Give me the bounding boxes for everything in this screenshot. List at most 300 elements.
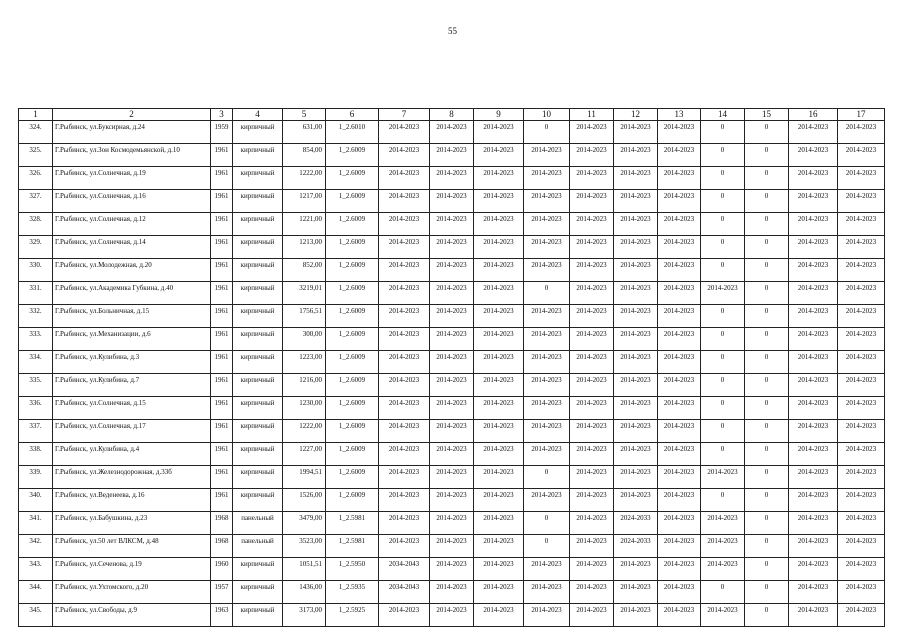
table-row: [19, 604, 885, 627]
cell-address: Г.Рыбинск, ул.Молодежная, д.20: [53, 259, 211, 282]
cell-row-number: 332.: [19, 305, 53, 328]
cell-col-13: 2014-2023: [658, 581, 701, 604]
cell-col-13: 2014-2023: [658, 397, 701, 420]
cell-col-12: 2014-2023: [614, 397, 658, 420]
cell-col-9: 2014-2023: [474, 190, 524, 213]
cell-col-10: 0: [524, 535, 570, 558]
cell-col-11: 2014-2023: [570, 121, 614, 144]
cell-build-year: 1961: [211, 328, 233, 351]
cell-col-14: 0: [701, 144, 745, 167]
cell-col-16: 2014-2023: [789, 328, 838, 351]
cell-wall-material: кирпичный: [233, 558, 283, 581]
cell-col-8: 2014-2023: [430, 489, 474, 512]
cell-col-9: 2014-2023: [474, 167, 524, 190]
housing-registry-table: [18, 108, 885, 627]
cell-code: 1_2.5950: [326, 558, 379, 581]
cell-area: 1227,00: [283, 443, 326, 466]
cell-row-number: 338.: [19, 443, 53, 466]
cell-col-14: 2014-2023: [701, 512, 745, 535]
cell-address: Г.Рыбинск, ул.Солнечная, д.19: [53, 167, 211, 190]
cell-col-12: 2014-2023: [614, 213, 658, 236]
cell-build-year: 1961: [211, 213, 233, 236]
table-row: [19, 489, 885, 512]
cell-col-9: 2014-2023: [474, 466, 524, 489]
cell-col-9: 2014-2023: [474, 443, 524, 466]
cell-col-15: 0: [745, 489, 789, 512]
cell-address: Г.Рыбинск, ул.Сеченова, д.19: [53, 558, 211, 581]
cell-col-11: 2014-2023: [570, 558, 614, 581]
cell-build-year: 1959: [211, 121, 233, 144]
cell-address: Г.Рыбинск, ул.Ухтомского, д.20: [53, 581, 211, 604]
cell-col-11: 2014-2023: [570, 213, 614, 236]
cell-row-number: 342.: [19, 535, 53, 558]
cell-col-17: 2014-2023: [838, 581, 885, 604]
column-header: 3: [211, 109, 233, 121]
cell-col-8: 2014-2023: [430, 213, 474, 236]
cell-col-10: 2014-2023: [524, 443, 570, 466]
cell-col-10: 2014-2023: [524, 581, 570, 604]
cell-build-year: 1961: [211, 305, 233, 328]
cell-col-14: 2014-2023: [701, 466, 745, 489]
column-header: 8: [430, 109, 474, 121]
cell-col-14: 0: [701, 259, 745, 282]
cell-area: 1051,51: [283, 558, 326, 581]
cell-col-16: 2014-2023: [789, 443, 838, 466]
cell-col-8: 2014-2023: [430, 121, 474, 144]
cell-col-12: 2014-2023: [614, 282, 658, 305]
cell-col-16: 2014-2023: [789, 305, 838, 328]
cell-area: 1221,00: [283, 213, 326, 236]
cell-area: 1994,51: [283, 466, 326, 489]
cell-address: Г.Рыбинск, ул.Солнечная, д.12: [53, 213, 211, 236]
cell-col-14: 0: [701, 489, 745, 512]
cell-col-7: 2014-2023: [379, 443, 430, 466]
cell-col-11: 2014-2023: [570, 282, 614, 305]
cell-address: Г.Рыбинск, ул.Механизации, д.6: [53, 328, 211, 351]
column-header: 1: [19, 109, 53, 121]
cell-area: 3173,00: [283, 604, 326, 627]
cell-build-year: 1968: [211, 535, 233, 558]
cell-col-17: 2014-2023: [838, 282, 885, 305]
cell-area: 1230,00: [283, 397, 326, 420]
cell-build-year: 1961: [211, 259, 233, 282]
cell-col-7: 2014-2023: [379, 466, 430, 489]
cell-address: Г.Рыбинск, ул.Академика Губкина, д.40: [53, 282, 211, 305]
cell-col-8: 2014-2023: [430, 328, 474, 351]
cell-col-15: 0: [745, 466, 789, 489]
column-header: 10: [524, 109, 570, 121]
table-body: [19, 121, 885, 627]
cell-col-8: 2014-2023: [430, 581, 474, 604]
cell-col-12: 2014-2023: [614, 305, 658, 328]
cell-code: 1_2.6009: [326, 190, 379, 213]
cell-build-year: 1961: [211, 190, 233, 213]
cell-col-9: 2014-2023: [474, 259, 524, 282]
cell-col-16: 2014-2023: [789, 558, 838, 581]
cell-col-17: 2014-2023: [838, 489, 885, 512]
cell-row-number: 334.: [19, 351, 53, 374]
cell-wall-material: панельный: [233, 535, 283, 558]
cell-col-13: 2014-2023: [658, 259, 701, 282]
cell-code: 1_2.6009: [326, 305, 379, 328]
cell-col-11: 2014-2023: [570, 167, 614, 190]
cell-row-number: 324.: [19, 121, 53, 144]
table-row: [19, 328, 885, 351]
cell-code: 1_2.6009: [326, 466, 379, 489]
cell-area: 1223,00: [283, 351, 326, 374]
cell-col-7: 2014-2023: [379, 328, 430, 351]
cell-row-number: 328.: [19, 213, 53, 236]
cell-col-11: 2014-2023: [570, 420, 614, 443]
cell-row-number: 325.: [19, 144, 53, 167]
cell-col-13: 2014-2023: [658, 213, 701, 236]
cell-code: 1_2.6009: [326, 420, 379, 443]
cell-col-12: 2014-2023: [614, 374, 658, 397]
cell-col-16: 2014-2023: [789, 535, 838, 558]
cell-col-15: 0: [745, 213, 789, 236]
cell-col-14: 2014-2023: [701, 604, 745, 627]
cell-build-year: 1961: [211, 374, 233, 397]
cell-area: 1222,00: [283, 420, 326, 443]
cell-code: 1_2.6009: [326, 374, 379, 397]
cell-col-10: 2014-2023: [524, 397, 570, 420]
cell-col-9: 2014-2023: [474, 351, 524, 374]
cell-address: Г.Рыбинск, ул.50 лет ВЛКСМ, д.48: [53, 535, 211, 558]
cell-col-13: 2014-2023: [658, 305, 701, 328]
cell-wall-material: кирпичный: [233, 581, 283, 604]
table-row: [19, 144, 885, 167]
cell-col-11: 2014-2023: [570, 190, 614, 213]
cell-row-number: 343.: [19, 558, 53, 581]
cell-col-10: 0: [524, 121, 570, 144]
cell-wall-material: кирпичный: [233, 121, 283, 144]
column-header: 4: [233, 109, 283, 121]
cell-col-16: 2014-2023: [789, 512, 838, 535]
column-header: 12: [614, 109, 658, 121]
cell-col-9: 2014-2023: [474, 305, 524, 328]
cell-col-17: 2014-2023: [838, 397, 885, 420]
cell-col-8: 2014-2023: [430, 305, 474, 328]
cell-col-7: 2034-2043: [379, 581, 430, 604]
cell-col-12: 2014-2023: [614, 144, 658, 167]
cell-col-15: 0: [745, 374, 789, 397]
cell-row-number: 344.: [19, 581, 53, 604]
cell-col-16: 2014-2023: [789, 466, 838, 489]
cell-area: 1756,51: [283, 305, 326, 328]
cell-row-number: 340.: [19, 489, 53, 512]
cell-col-12: 2014-2023: [614, 236, 658, 259]
table-row: [19, 121, 885, 144]
cell-address: Г.Рыбинск, ул.Железнодорожная, д.33б: [53, 466, 211, 489]
cell-code: 1_2.6009: [326, 489, 379, 512]
cell-area: 1436,00: [283, 581, 326, 604]
cell-area: 3523,00: [283, 535, 326, 558]
cell-col-14: 0: [701, 121, 745, 144]
cell-col-13: 2014-2023: [658, 144, 701, 167]
cell-col-14: 0: [701, 328, 745, 351]
cell-col-13: 2014-2023: [658, 282, 701, 305]
cell-col-14: 0: [701, 167, 745, 190]
cell-wall-material: кирпичный: [233, 397, 283, 420]
cell-col-7: 2034-2043: [379, 558, 430, 581]
column-header: 17: [838, 109, 885, 121]
cell-build-year: 1961: [211, 167, 233, 190]
cell-wall-material: кирпичный: [233, 282, 283, 305]
cell-col-7: 2014-2023: [379, 282, 430, 305]
cell-col-17: 2014-2023: [838, 328, 885, 351]
cell-code: 1_2.5935: [326, 581, 379, 604]
table-row: [19, 581, 885, 604]
cell-address: Г.Рыбинск, ул.Зои Космодемьянской, д.10: [53, 144, 211, 167]
cell-col-17: 2014-2023: [838, 121, 885, 144]
cell-col-10: 0: [524, 512, 570, 535]
table-row: [19, 190, 885, 213]
cell-col-14: 0: [701, 443, 745, 466]
cell-col-17: 2014-2023: [838, 144, 885, 167]
cell-col-13: 2014-2023: [658, 489, 701, 512]
cell-area: 852,00: [283, 259, 326, 282]
cell-col-13: 2014-2023: [658, 558, 701, 581]
cell-col-17: 2014-2023: [838, 420, 885, 443]
cell-area: 1216,00: [283, 374, 326, 397]
cell-address: Г.Рыбинск, ул.Кулибина, д.4: [53, 443, 211, 466]
cell-col-17: 2014-2023: [838, 443, 885, 466]
cell-wall-material: кирпичный: [233, 374, 283, 397]
cell-build-year: 1961: [211, 420, 233, 443]
cell-col-11: 2014-2023: [570, 328, 614, 351]
cell-wall-material: кирпичный: [233, 213, 283, 236]
cell-col-13: 2014-2023: [658, 535, 701, 558]
cell-col-15: 0: [745, 144, 789, 167]
cell-col-14: 0: [701, 581, 745, 604]
cell-col-7: 2014-2023: [379, 512, 430, 535]
cell-col-11: 2014-2023: [570, 374, 614, 397]
cell-col-14: 0: [701, 420, 745, 443]
cell-col-15: 0: [745, 512, 789, 535]
cell-area: 1222,00: [283, 167, 326, 190]
cell-col-9: 2014-2023: [474, 236, 524, 259]
cell-col-14: 0: [701, 305, 745, 328]
cell-col-7: 2014-2023: [379, 374, 430, 397]
cell-col-16: 2014-2023: [789, 489, 838, 512]
cell-code: 1_2.6009: [326, 236, 379, 259]
table-row: [19, 213, 885, 236]
cell-col-10: 2014-2023: [524, 144, 570, 167]
cell-address: Г.Рыбинск, ул.Солнечная, д.14: [53, 236, 211, 259]
cell-col-15: 0: [745, 236, 789, 259]
table-row: [19, 466, 885, 489]
cell-col-13: 2014-2023: [658, 351, 701, 374]
cell-col-17: 2014-2023: [838, 466, 885, 489]
cell-wall-material: кирпичный: [233, 190, 283, 213]
cell-col-10: 2014-2023: [524, 305, 570, 328]
cell-col-7: 2014-2023: [379, 305, 430, 328]
column-header: 7: [379, 109, 430, 121]
cell-col-10: 2014-2023: [524, 167, 570, 190]
cell-col-17: 2014-2023: [838, 512, 885, 535]
cell-col-12: 2014-2023: [614, 558, 658, 581]
cell-col-10: 2014-2023: [524, 236, 570, 259]
cell-col-7: 2014-2023: [379, 351, 430, 374]
cell-col-8: 2014-2023: [430, 351, 474, 374]
cell-col-9: 2014-2023: [474, 558, 524, 581]
cell-col-9: 2014-2023: [474, 535, 524, 558]
cell-col-12: 2014-2023: [614, 489, 658, 512]
cell-col-15: 0: [745, 305, 789, 328]
cell-address: Г.Рыбинск, ул.Свободы, д.9: [53, 604, 211, 627]
cell-col-16: 2014-2023: [789, 581, 838, 604]
cell-address: Г.Рыбинск, ул.Солнечная, д.15: [53, 397, 211, 420]
cell-col-7: 2014-2023: [379, 144, 430, 167]
cell-col-9: 2014-2023: [474, 604, 524, 627]
cell-col-8: 2014-2023: [430, 466, 474, 489]
cell-col-7: 2014-2023: [379, 259, 430, 282]
cell-col-8: 2014-2023: [430, 535, 474, 558]
cell-col-10: 2014-2023: [524, 190, 570, 213]
cell-col-12: 2014-2023: [614, 581, 658, 604]
cell-col-17: 2014-2023: [838, 236, 885, 259]
cell-col-8: 2014-2023: [430, 144, 474, 167]
cell-col-14: 0: [701, 397, 745, 420]
cell-build-year: 1961: [211, 236, 233, 259]
cell-area: 1217,00: [283, 190, 326, 213]
cell-col-13: 2014-2023: [658, 190, 701, 213]
cell-address: Г.Рыбинск, ул.Буксирная, д.24: [53, 121, 211, 144]
cell-col-9: 2014-2023: [474, 397, 524, 420]
cell-area: 3479,00: [283, 512, 326, 535]
cell-col-16: 2014-2023: [789, 236, 838, 259]
cell-col-17: 2014-2023: [838, 535, 885, 558]
cell-col-15: 0: [745, 535, 789, 558]
cell-col-11: 2014-2023: [570, 351, 614, 374]
column-header: 15: [745, 109, 789, 121]
cell-build-year: 1961: [211, 144, 233, 167]
cell-row-number: 341.: [19, 512, 53, 535]
cell-col-16: 2014-2023: [789, 144, 838, 167]
cell-area: 631,00: [283, 121, 326, 144]
cell-col-16: 2014-2023: [789, 190, 838, 213]
cell-col-17: 2014-2023: [838, 305, 885, 328]
cell-col-14: 0: [701, 190, 745, 213]
table-row: [19, 558, 885, 581]
cell-col-8: 2014-2023: [430, 282, 474, 305]
cell-code: 1_2.5925: [326, 604, 379, 627]
cell-code: 1_2.6009: [326, 443, 379, 466]
cell-col-11: 2014-2023: [570, 581, 614, 604]
cell-col-11: 2014-2023: [570, 443, 614, 466]
cell-col-15: 0: [745, 282, 789, 305]
cell-col-13: 2014-2023: [658, 466, 701, 489]
cell-code: 1_2.5981: [326, 512, 379, 535]
cell-address: Г.Рыбинск, ул.Веденеева, д.16: [53, 489, 211, 512]
cell-col-7: 2014-2023: [379, 236, 430, 259]
cell-col-16: 2014-2023: [789, 167, 838, 190]
cell-col-8: 2014-2023: [430, 512, 474, 535]
cell-col-11: 2014-2023: [570, 236, 614, 259]
cell-col-16: 2014-2023: [789, 351, 838, 374]
cell-col-10: 2014-2023: [524, 489, 570, 512]
cell-wall-material: кирпичный: [233, 489, 283, 512]
cell-wall-material: кирпичный: [233, 236, 283, 259]
cell-build-year: 1961: [211, 443, 233, 466]
cell-col-9: 2014-2023: [474, 328, 524, 351]
cell-wall-material: кирпичный: [233, 351, 283, 374]
cell-col-8: 2014-2023: [430, 443, 474, 466]
column-header: 11: [570, 109, 614, 121]
cell-wall-material: кирпичный: [233, 305, 283, 328]
cell-col-14: 0: [701, 374, 745, 397]
cell-code: 1_2.6009: [326, 259, 379, 282]
cell-row-number: 330.: [19, 259, 53, 282]
cell-col-13: 2014-2023: [658, 512, 701, 535]
cell-col-10: 2014-2023: [524, 328, 570, 351]
cell-col-11: 2014-2023: [570, 512, 614, 535]
cell-col-9: 2014-2023: [474, 489, 524, 512]
cell-col-7: 2014-2023: [379, 420, 430, 443]
table-row: [19, 282, 885, 305]
cell-row-number: 336.: [19, 397, 53, 420]
cell-col-13: 2014-2023: [658, 167, 701, 190]
cell-build-year: 1968: [211, 512, 233, 535]
cell-col-8: 2014-2023: [430, 259, 474, 282]
cell-col-11: 2014-2023: [570, 305, 614, 328]
table-row: [19, 420, 885, 443]
cell-code: 1_2.6009: [326, 282, 379, 305]
cell-col-17: 2014-2023: [838, 213, 885, 236]
cell-wall-material: кирпичный: [233, 144, 283, 167]
cell-col-8: 2014-2023: [430, 397, 474, 420]
cell-col-14: 2014-2023: [701, 282, 745, 305]
cell-col-14: 0: [701, 351, 745, 374]
cell-col-9: 2014-2023: [474, 144, 524, 167]
cell-col-16: 2014-2023: [789, 121, 838, 144]
cell-col-9: 2014-2023: [474, 581, 524, 604]
cell-col-12: 2014-2023: [614, 466, 658, 489]
cell-col-17: 2014-2023: [838, 259, 885, 282]
cell-col-13: 2014-2023: [658, 420, 701, 443]
cell-address: Г.Рыбинск, ул.Солнечная, д.17: [53, 420, 211, 443]
cell-col-15: 0: [745, 190, 789, 213]
cell-col-7: 2014-2023: [379, 213, 430, 236]
cell-wall-material: кирпичный: [233, 259, 283, 282]
cell-col-17: 2014-2023: [838, 604, 885, 627]
cell-code: 1_2.5981: [326, 535, 379, 558]
cell-col-15: 0: [745, 443, 789, 466]
cell-col-16: 2014-2023: [789, 374, 838, 397]
cell-col-10: 2014-2023: [524, 259, 570, 282]
cell-col-12: 2014-2023: [614, 167, 658, 190]
cell-col-16: 2014-2023: [789, 420, 838, 443]
cell-col-17: 2014-2023: [838, 167, 885, 190]
cell-col-15: 0: [745, 581, 789, 604]
cell-col-15: 0: [745, 420, 789, 443]
table-header-row: [19, 109, 885, 121]
cell-col-14: 0: [701, 236, 745, 259]
cell-row-number: 327.: [19, 190, 53, 213]
cell-wall-material: панельный: [233, 512, 283, 535]
cell-col-7: 2014-2023: [379, 190, 430, 213]
cell-build-year: 1963: [211, 604, 233, 627]
cell-col-11: 2014-2023: [570, 397, 614, 420]
cell-col-7: 2014-2023: [379, 121, 430, 144]
page-number: 55: [448, 26, 457, 36]
column-header: 13: [658, 109, 701, 121]
cell-code: 1_2.6009: [326, 351, 379, 374]
cell-code: 1_2.6009: [326, 144, 379, 167]
column-header: 9: [474, 109, 524, 121]
cell-col-12: 2024-2033: [614, 535, 658, 558]
cell-col-15: 0: [745, 558, 789, 581]
